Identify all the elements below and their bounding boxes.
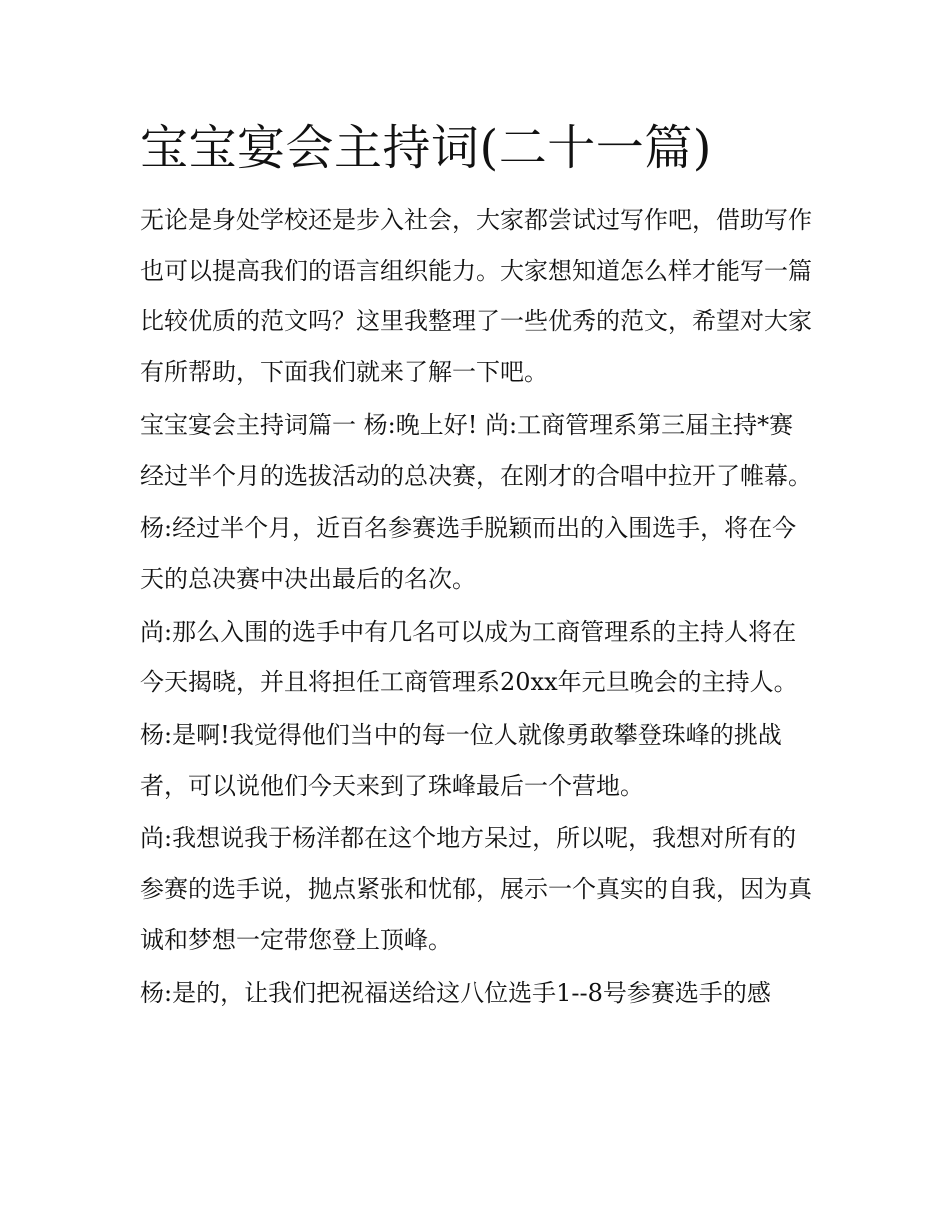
document-title: 宝宝宴会主持词(二十一篇) <box>140 120 712 176</box>
script-paragraph: 杨:是啊!我觉得他们当中的每一位人就像勇敢攀登珠峰的挑战者，可以说他们今天来到了珠峰最后一个营地。 <box>140 721 782 800</box>
intro-paragraph: 无论是身处学校还是步入社会，大家都尝试过写作吧，借助写作也可以提高我们的语言组织能力。大家想知道怎么样才能写一篇比较优质的范文吗？这里我整理了一些优秀的范文，希望对大家有所帮助，下面我们就来了解一下吧。 <box>140 206 812 387</box>
script-paragraph: 杨:经过半个月，近百名参赛选手脱颖而出的入围选手，将在今天的总决赛中决出最后的名次。 <box>140 514 797 593</box>
script-paragraph: 杨:是的，让我们把祝福送给这八位选手1--8号参赛选手的感 <box>140 978 771 1007</box>
script-paragraph: 尚:我想说我于杨洋都在这个地方呆过，所以呢，我想对所有的参赛的选手说，抛点紧张和忧郁，展示一个真实的自我，因为真诚和梦想一定带您登上顶峰。 <box>140 824 812 954</box>
script-paragraph: 尚:那么入围的选手中有几名可以成为工商管理系的主持人将在今天揭晓，并且将担任工商管理系20xx年元旦晚会的主持人。 <box>140 617 798 697</box>
document-body <box>140 195 812 1020</box>
script-paragraph: 宝宝宴会主持词篇一 杨:晚上好! 尚:工商管理系第三届主持*赛经过半个月的选拔活动的总决赛，在刚才的合唱中拉开了帷幕。 <box>140 410 812 490</box>
